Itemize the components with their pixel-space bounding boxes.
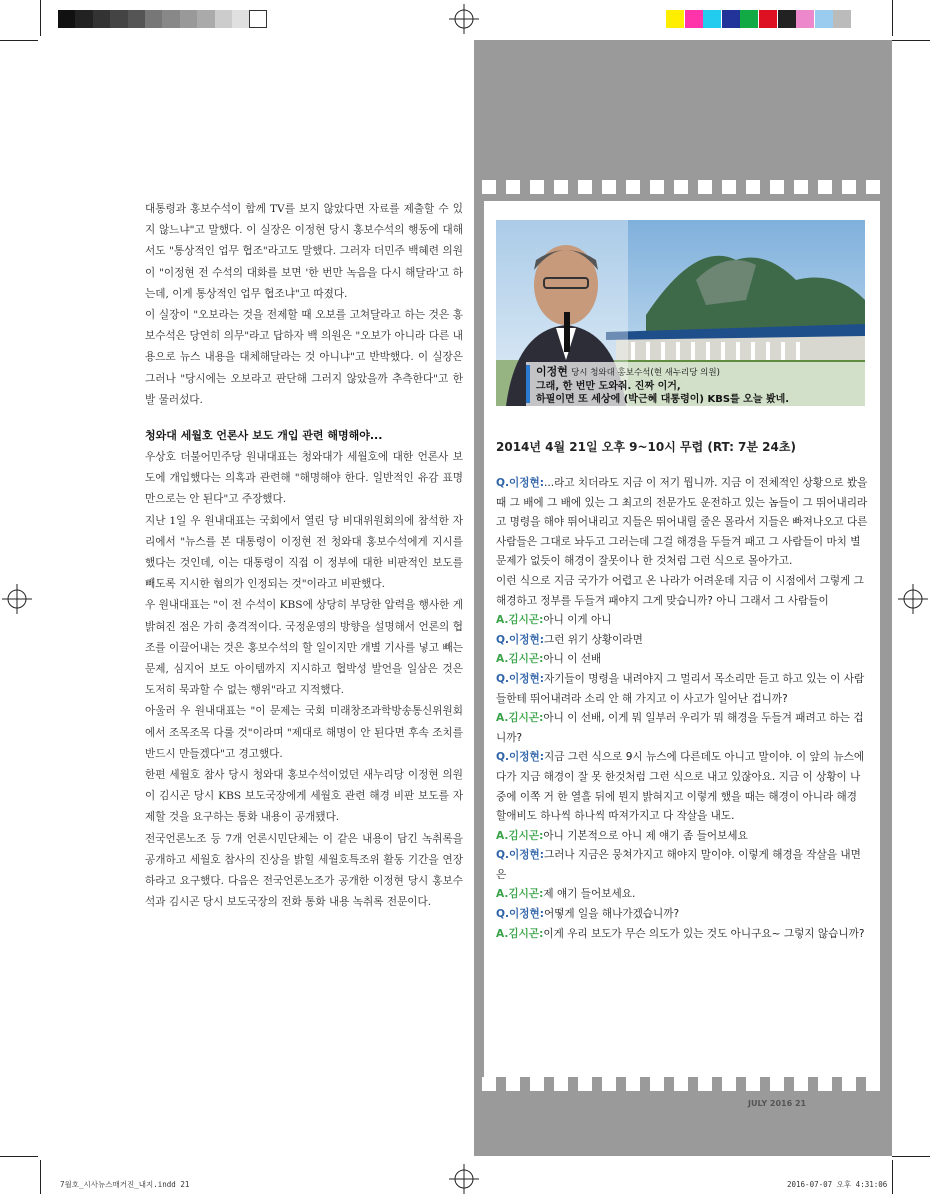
film-hole	[602, 180, 616, 194]
speaker-label: Q.이정현:	[496, 672, 544, 685]
timestamp-slug: 2016-07-07 오후 4:31:06	[787, 1180, 888, 1189]
speaker-text: 아니 기본적으로 아니 제 얘기 좀 들어보세요	[543, 829, 748, 842]
film-hole	[842, 180, 856, 194]
transcript-line	[496, 572, 868, 611]
article-paragraph: 우상호 더불어민주당 원내대표는 청와대가 세월호에 대한 언론사 보도에 개입했다는 의혹과 관련해 "해명해야 한다. 일반적인 유감 표명만으로는 안 된다"고 주장했다.	[145, 451, 464, 506]
speaker-text: 지금 그런 식으로 9시 뉴스에 다른데도 아니고 말이야. 이 앞의 뉴스에다가 지금 해경이 잘 못 한것처럼 그런 식으로 내고 있잖아요. 지금 이 상황이 나중에 이쪽 거 한 열흘 뒤에 뭔지 밝혀지고 이렇게 했을 때는 해경이 아니라 해경 할애비도 하나씩 하나씩 따져가지고 다 작살을 내도.	[496, 751, 865, 823]
transcript-line	[496, 827, 868, 847]
speaker-text: 이게 우리 보도가 무슨 의도가 있는 것도 아니구요~ 그렇지 않습니까?	[543, 927, 865, 940]
speaker-label: A.김시곤:	[496, 927, 544, 940]
color-swatch	[796, 10, 814, 28]
film-hole	[698, 180, 712, 194]
film-hole	[482, 1077, 496, 1091]
article-subheading: 청와대 세월호 언론사 보도 개입 관련 해명해야...	[145, 429, 383, 443]
speaker-label: Q.이정현:	[496, 633, 544, 646]
crop-mark	[892, 1160, 893, 1194]
transcript-line	[496, 474, 868, 572]
film-strip-top	[474, 180, 892, 194]
photo-caption-box	[536, 365, 861, 406]
film-hole	[794, 1077, 808, 1091]
color-swatch	[833, 10, 851, 28]
speaker-label: A.김시곤:	[496, 888, 544, 901]
article-paragraph: 우 원내대표는 "이 전 수석이 KBS에 상당히 부당한 압력을 행사한 게 밝혀진 점은 가히 충격적이다. 국정운영의 방향을 설명해서 언론의 협조를 이끌어내는 것은 홍보수석의 할 일이지만 개별 기사를 넣고 빼는 문제, 심지어 보도 아이템까지 지시하고 협박성 발언을 일삼은 것은 도저히 묵과할 수 없는 행위"라고 지적했다.	[145, 599, 463, 697]
transcript-body	[496, 474, 868, 944]
film-hole	[866, 1077, 880, 1091]
registration-mark-icon	[2, 584, 32, 614]
speaker-text: 이런 식으로 지금 국가가 어렵고 온 나라가 어려운데 지금 이 시점에서 그렇게 그 해경하고 정부를 두들겨 패야지 그게 맞습니까? 아니 그래서 그 사람들이	[496, 574, 864, 607]
film-hole	[578, 1077, 592, 1091]
film-hole	[770, 180, 784, 194]
transcript-line	[496, 709, 868, 748]
film-hole	[698, 1077, 712, 1091]
film-hole	[674, 180, 688, 194]
speaker-text: 그러나 지금은 뭉쳐가지고 해야지 말이야. 이렇게 해경을 작살을 내면은	[496, 849, 861, 881]
speaker-text: ...라고 치더라도 지금 이 저기 뭡니까. 지금 이 전체적인 상황으로 봤을 때 그 배에 그 배에 있는 그 최고의 전문가도 운전하고 있는 놈들이 그 뛰어내리라고 명령을 해야 뛰어내리고 지들은 뛰어내릴 줄은 몰라서 지들은 빠져나오고 다른 사람들은 그대로 놔두고 그러는데 그걸 해경을 두들겨 패고 그 사람들이 마치 별 문제가 없듯이 해경이 잘못이나 한 것처럼 그런 식으로 몰아가고.	[496, 477, 868, 568]
film-hole	[866, 180, 880, 194]
film-hole	[506, 1077, 520, 1091]
film-strip-bottom	[474, 1077, 892, 1091]
gray-swatch	[110, 10, 128, 28]
gray-swatch	[93, 10, 111, 28]
gray-swatch	[58, 10, 76, 28]
film-hole	[602, 1077, 616, 1091]
gray-swatch	[249, 10, 267, 28]
gray-swatch	[145, 10, 163, 28]
registration-mark-icon	[449, 1164, 479, 1194]
article-paragraph: 이 실장이 "오보라는 것을 전제할 때 오보를 고쳐달라고 하는 것은 홍보수석은 당연히 의무"라고 답하자 백 의원은 "오보가 아니라 다른 내용으로 뉴스 내용을 대체해달라는 것 아니냐"고 반박했다. 이 실장은 그러나 "당시에는 오보라고 판단해 그러지 않았을까 추측한다"고 한 발 물러섰다.	[145, 309, 463, 406]
article-paragraph: 한편 세월호 참사 당시 청와대 홍보수석이었던 새누리당 이정현 의원이 김시곤 당시 KBS 보도국장에게 세월호 관련 해경 비판 보도를 자제할 것을 요구하는 통화 내용이 공개됐다.	[145, 769, 463, 824]
film-hole	[722, 1077, 736, 1091]
crop-mark	[892, 40, 930, 41]
speaker-label: Q.이정현:	[496, 477, 544, 489]
gray-swatch	[215, 10, 233, 28]
film-hole	[554, 180, 568, 194]
speaker-text: 아니 이 선배, 이게 뭐 일부러 우리가 뭐 해경을 두들겨 패려고 하는 겁니까?	[496, 712, 864, 744]
transcript-line	[496, 611, 868, 631]
transcript-line	[496, 631, 868, 651]
film-hole	[578, 180, 592, 194]
speaker-label: A.김시곤:	[496, 653, 544, 666]
speaker-label: Q.이정현:	[496, 751, 544, 764]
color-swatch	[722, 10, 740, 28]
transcript-heading: 2014년 4월 21일 오후 9~10시 무렵 (RT: 7분 24초)	[496, 440, 796, 454]
gray-swatch	[232, 10, 250, 28]
film-hole	[794, 180, 808, 194]
film-hole	[746, 180, 760, 194]
film-hole	[770, 1077, 784, 1091]
file-slug: 7월호_시사뉴스매거진_내지.indd 21	[60, 1180, 190, 1189]
transcript-line	[496, 846, 868, 885]
speaker-text: 그런 위기 상황이라면	[543, 633, 643, 646]
speaker-text: 어떻게 일을 해나가겠습니까?	[543, 908, 680, 921]
speaker-name: 이정현	[536, 365, 568, 378]
gray-swatch	[180, 10, 198, 28]
speaker-label: A.김시곤:	[496, 614, 544, 627]
film-hole	[650, 180, 664, 194]
film-hole	[626, 1077, 640, 1091]
color-swatch	[740, 10, 758, 28]
transcript-line	[496, 885, 868, 905]
crop-mark	[40, 1160, 41, 1194]
crop-mark	[0, 40, 38, 41]
gray-swatch	[162, 10, 180, 28]
page-number: JULY 2016 21	[748, 1099, 807, 1108]
film-hole	[650, 1077, 664, 1091]
film-hole	[506, 180, 520, 194]
film-hole	[530, 1077, 544, 1091]
crop-mark	[40, 0, 41, 36]
transcript-line	[496, 650, 868, 670]
crop-mark	[892, 1156, 930, 1157]
article-paragraph: 아울러 우 원내대표는 "이 문제는 국회 미래창조과학방송통신위원회에서 조목조목 다룰 것"이라며 "제대로 해명이 안 된다면 후속 조치를 반드시 만들겠다"고 경고했다.	[145, 705, 463, 760]
speaker-text: 아니 이게 아니	[543, 614, 612, 627]
film-hole	[818, 1077, 832, 1091]
film-hole	[482, 180, 496, 194]
color-swatch	[666, 10, 684, 28]
crop-mark	[0, 1156, 38, 1157]
speaker-text: 제 얘기 들어보세요.	[543, 888, 636, 901]
registration-mark-icon	[449, 4, 479, 34]
color-swatch	[685, 10, 703, 28]
transcript-line	[496, 670, 868, 709]
film-hole	[674, 1077, 688, 1091]
photo-quote-line: 하필이면 또 세상에 (박근혜 대통령이) KBS를 오늘 봤네.	[536, 394, 790, 405]
speaker-label: A.김시곤:	[496, 829, 544, 842]
article-paragraph: 지난 1일 우 원내대표는 국회에서 열린 당 비대위원회의에 참석한 자리에서 "뉴스를 본 대통령이 이정현 전 청와대 홍보수석에게 지시를 했다는 것인데, 이는 대통령이 직접 이 정부에 대한 비판적인 보도를 빼도록 지시한 혐의가 인정되는 것"이라고 비판했다.	[145, 514, 463, 591]
news-photo	[496, 220, 865, 406]
transcript-line	[496, 748, 868, 826]
article-paragraph: 전국언론노조 등 7개 언론시민단체는 이 같은 내용이 담긴 녹취록을 공개하고 세월호 참사의 진상을 밝힐 세월호특조위 활동 기간을 연장하라고 요구했다. 다음은 전국언론노조가 공개한 이정현 당시 홍보수석과 김시곤 당시 보도국장의 전화 통화 내용 녹취록 전문이다.	[145, 832, 463, 909]
transcript-line	[496, 925, 868, 945]
color-swatch	[703, 10, 721, 28]
film-hole	[746, 1077, 760, 1091]
film-hole	[626, 180, 640, 194]
speaker-title: 당시 청와대 홍보수석(현 새누리당 의원)	[571, 368, 720, 378]
color-swatch	[759, 10, 777, 28]
gray-swatch	[75, 10, 93, 28]
speaker-label: Q.이정현:	[496, 849, 544, 862]
film-hole	[530, 180, 544, 194]
transcript-line	[496, 905, 868, 925]
speaker-label: Q.이정현:	[496, 908, 544, 921]
color-swatch	[778, 10, 796, 28]
speaker-text: 아니 이 선배	[543, 653, 602, 666]
gray-swatch	[128, 10, 146, 28]
gray-swatch	[197, 10, 215, 28]
article-paragraph: 대통령과 홍보수석이 함께 TV를 보지 않았다면 자료를 제출할 수 있지 않느냐"고 말했다. 이 실장은 이정현 당시 홍보수석의 행동에 대해서도 "통상적인 업무 협조"라고도 말했다. 그러자 더민주 백혜련 의원이 "이정현 전 수석의 대화를 보면 '한 번만 녹음을 다시 해달라'고 하는데, 이게 통상적인 업무 협조냐"고 따졌다.	[145, 203, 463, 300]
registration-mark-icon	[898, 584, 928, 614]
photo-quote-line: 그래, 한 번만 도와줘. 진짜 이거,	[536, 381, 681, 392]
speaker-text: 자기들이 명령을 내려야지 그 멀리서 목소리만 듣고 하고 있는 이 사람들한테 뛰어내려라 소리 안 해 가지고 이 사고가 일어난 겁니까?	[496, 672, 865, 705]
color-swatch	[815, 10, 833, 28]
film-hole	[722, 180, 736, 194]
film-hole	[818, 180, 832, 194]
film-hole	[554, 1077, 568, 1091]
speaker-label: A.김시곤:	[496, 712, 544, 725]
article-body	[145, 199, 463, 914]
crop-mark	[892, 0, 893, 36]
film-hole	[842, 1077, 856, 1091]
